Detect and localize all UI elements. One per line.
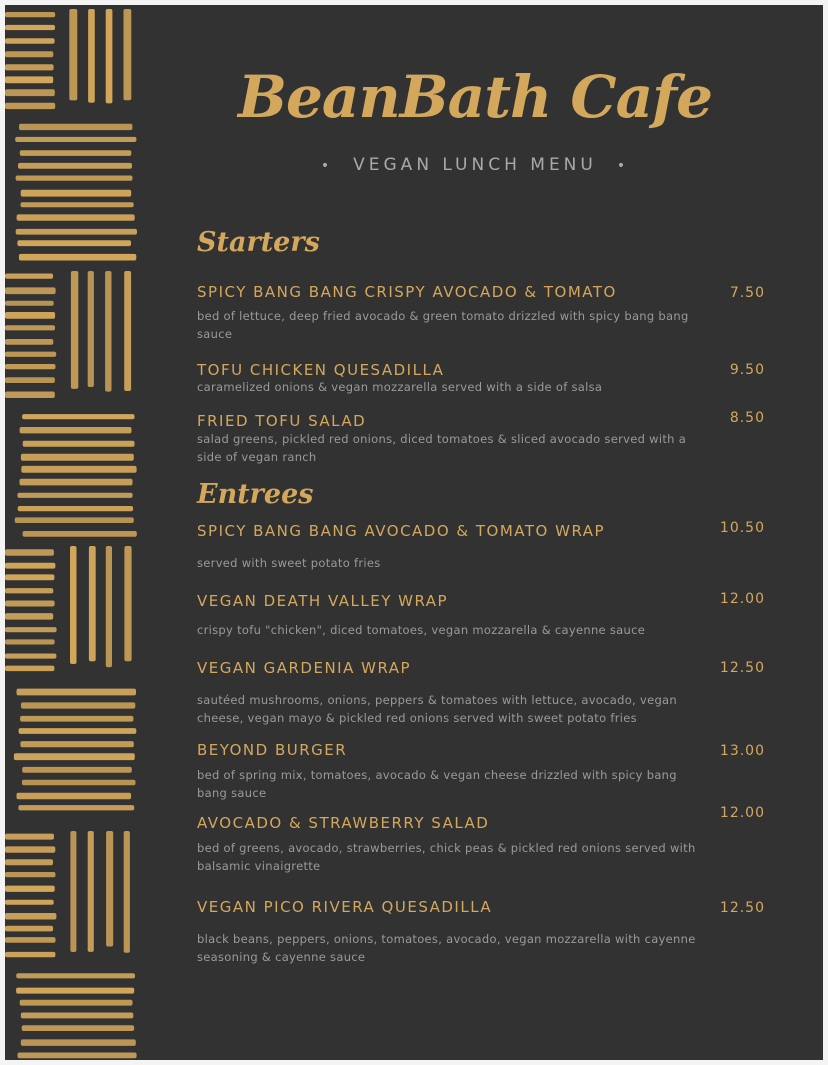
menu-item-description: caramelized onions & vegan mozzarella served with a side of salsa (197, 380, 603, 394)
brush-stroke (21, 1013, 134, 1019)
brush-stroke (18, 506, 133, 511)
brush-stroke (5, 274, 53, 279)
brush-stroke (5, 364, 56, 369)
brush-stroke (22, 1025, 134, 1031)
brush-stroke (124, 831, 130, 953)
subtitle-text: VEGAN LUNCH MENU (353, 155, 597, 175)
brush-stroke (21, 202, 134, 207)
brush-stroke (5, 12, 55, 17)
brush-stroke (5, 872, 56, 877)
brush-stroke (17, 689, 137, 696)
brush-stroke (5, 103, 55, 109)
brush-stroke (5, 834, 54, 840)
brush-stroke (5, 287, 56, 294)
brush-stroke (5, 38, 55, 44)
menu-item-description: black beans, peppers, onions, tomatoes, avocado, vegan mozzarella with cayenne seasoning & cayenne sauce (197, 932, 696, 964)
brush-stroke (5, 886, 55, 892)
menu-item-price: 9.50 (729, 362, 765, 378)
brush-stroke (18, 805, 134, 810)
brush-stroke (70, 546, 77, 664)
brush-stroke (69, 9, 77, 100)
menu-item-name: SPICY BANG BANG CRISPY AVOCADO & TOMATO (197, 283, 617, 301)
brush-stroke (20, 1000, 133, 1006)
brush-stroke (5, 312, 55, 319)
brush-stroke (5, 588, 53, 593)
brush-stroke (5, 392, 55, 399)
brush-stroke (5, 89, 55, 96)
menu-item-price: 7.50 (729, 285, 765, 301)
menu-item-name: VEGAN PICO RIVERA QUESADILLA (197, 898, 493, 916)
brush-stroke (15, 517, 134, 523)
brush-stroke (5, 51, 53, 57)
menu-item-description: sautéed mushrooms, onions, peppers & tomatoes with lettuce, avocado, vegan cheese, vegan mayo & pickled red onions served with sweet potato fries (197, 693, 677, 725)
brush-stroke (5, 639, 55, 644)
menu-item-price: 8.50 (729, 410, 765, 426)
brush-stroke (89, 546, 96, 661)
brush-stroke (23, 441, 135, 447)
menu-subtitle (195, 155, 755, 175)
menu-item-name: VEGAN DEATH VALLEY WRAP (197, 592, 449, 610)
brush-stroke (19, 254, 136, 261)
brush-stroke (5, 900, 54, 905)
brush-stroke (19, 728, 137, 734)
brush-stroke (5, 846, 55, 852)
menu-item-price: 13.00 (719, 743, 765, 759)
brush-stroke (21, 454, 134, 461)
brush-stroke (88, 831, 94, 952)
brush-stroke (18, 163, 132, 169)
brush-stroke (21, 1039, 136, 1046)
brush-stroke (23, 531, 137, 537)
brush-stroke (5, 377, 55, 383)
brush-stroke (5, 301, 54, 306)
menu-item-description: bed of greens, avocado, strawberries, chick peas & pickled red onions served with balsamic vinaigrette (197, 841, 696, 873)
brush-stroke (124, 9, 132, 100)
menu-item-price: 12.50 (719, 900, 765, 916)
brush-stroke (20, 427, 132, 433)
menu-item-name: VEGAN GARDENIA WRAP (197, 659, 412, 677)
brush-stroke (17, 793, 132, 800)
menu-item-description: salad greens, pickled red onions, diced tomatoes & sliced avocado served with a side of vegan ranch (197, 432, 687, 464)
brush-stroke (5, 25, 55, 30)
brush-stroke (124, 271, 131, 391)
menu-item-description: bed of spring mix, tomatoes, avocado & vegan cheese drizzled with spicy bang bang sauce (197, 768, 677, 800)
brush-stroke (5, 952, 55, 957)
brush-stroke (22, 767, 132, 773)
brush-stroke (88, 9, 95, 103)
brush-stroke (22, 780, 136, 786)
menu-item-name: BEYOND BURGER (197, 741, 348, 759)
brush-stroke (18, 1053, 137, 1059)
menu-item-name: SPICY BANG BANG AVOCADO & TOMATO WRAP (197, 522, 606, 540)
menu-item-description: crispy tofu "chicken", diced tomatoes, vegan mozzarella & cayenne sauce (197, 623, 646, 637)
brush-stroke (105, 271, 111, 392)
cafe-title: BeanBath Cafe (237, 63, 713, 131)
menu-item-price: 10.50 (719, 520, 765, 536)
brush-stroke (5, 574, 54, 580)
brush-stroke (16, 176, 133, 181)
brush-stroke (70, 831, 76, 952)
menu-item-name: TOFU CHICKEN QUESADILLA (197, 361, 445, 379)
brush-stroke (5, 563, 55, 569)
brush-stroke (20, 479, 133, 486)
brush-stroke (16, 988, 134, 994)
menu-item-price: 12.00 (719, 805, 765, 821)
section-title-entrees: Entrees (197, 479, 314, 510)
brush-stroke (5, 325, 55, 330)
menu-item-price: 12.00 (719, 591, 765, 607)
brush-stroke (5, 601, 55, 607)
brush-stroke (15, 137, 136, 142)
brush-stroke (17, 214, 135, 220)
brush-stroke (21, 190, 132, 197)
brush-stroke (20, 150, 132, 156)
brush-stroke (5, 926, 53, 932)
brush-stroke (71, 271, 78, 389)
brush-stroke (20, 716, 133, 722)
brush-stroke (5, 549, 54, 556)
brush-stroke (5, 654, 56, 659)
brush-stroke (5, 627, 57, 632)
brush-stroke (16, 229, 137, 235)
brush-stroke (5, 76, 53, 83)
brush-stroke (17, 240, 131, 246)
brush-stroke (5, 666, 54, 672)
brush-stroke (17, 493, 132, 498)
brush-stroke (21, 702, 135, 708)
brush-stroke (5, 339, 53, 345)
brush-stroke (88, 271, 94, 387)
brush-stroke (124, 546, 131, 661)
brush-stroke (106, 9, 113, 103)
bullet-icon: • (320, 158, 334, 174)
brush-stroke (106, 831, 113, 947)
brush-stroke (22, 414, 134, 419)
menu-item-name: AVOCADO & STRAWBERRY SALAD (197, 814, 490, 832)
brush-stroke (16, 973, 135, 978)
menu-item-description: bed of lettuce, deep fried avocado & green tomato drizzled with spicy bang bang sauce (197, 309, 689, 341)
brush-stroke (5, 937, 56, 943)
menu-item-name: FRIED TOFU SALAD (197, 412, 367, 430)
brush-stroke (14, 753, 135, 760)
brush-stroke (5, 913, 56, 920)
decorative-stripe-pattern (5, 5, 145, 1060)
menu-item-description: served with sweet potato fries (197, 556, 381, 570)
brush-stroke (5, 859, 53, 865)
brush-stroke (5, 352, 56, 357)
brush-stroke (106, 546, 112, 667)
menu-item-price: 12.50 (719, 660, 765, 676)
bullet-icon: • (616, 158, 630, 174)
brush-stroke (19, 124, 132, 130)
brush-stroke (21, 466, 136, 473)
brush-stroke (5, 613, 53, 620)
menu-page (5, 5, 823, 1060)
section-title-starters: Starters (197, 227, 320, 258)
brush-stroke (20, 741, 133, 747)
brush-stroke (5, 64, 54, 70)
